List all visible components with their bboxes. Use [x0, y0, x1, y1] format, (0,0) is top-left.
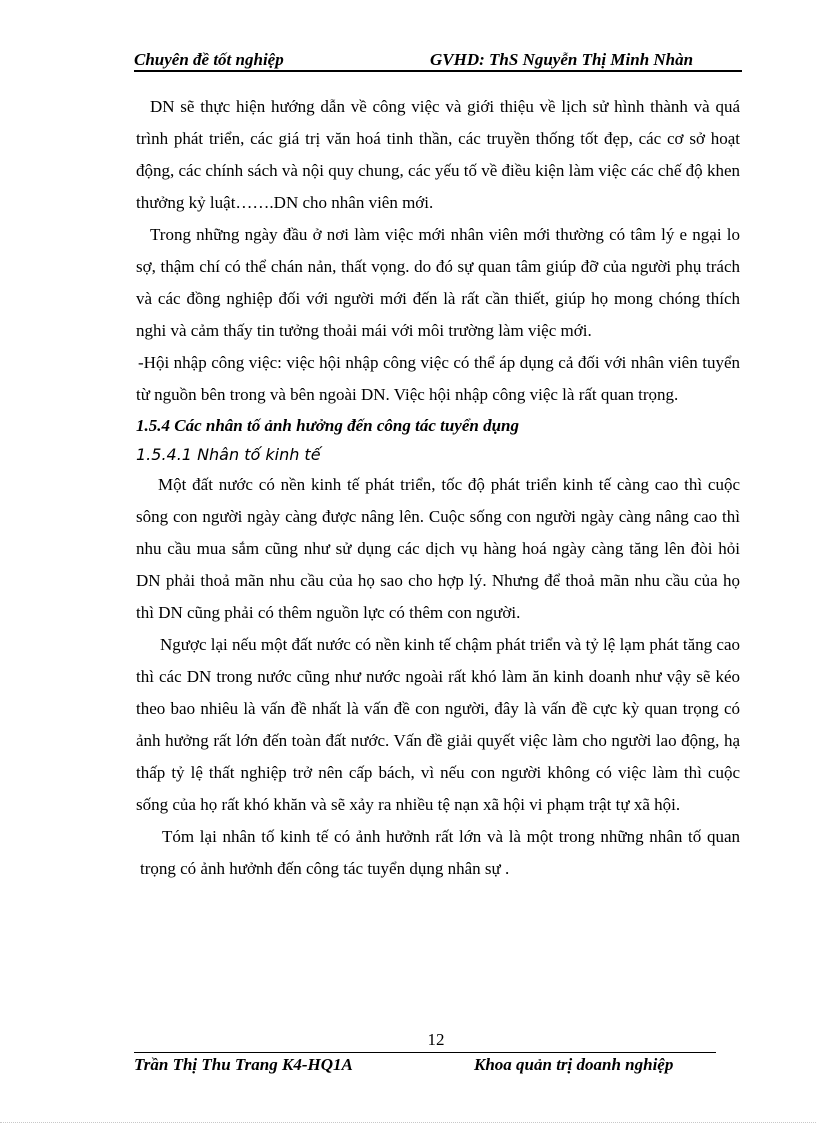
footer-divider: [134, 1052, 716, 1053]
page-footer: [134, 1055, 742, 1077]
paragraph-first-days: Trong những ngày đầu ở nơi làm việc mới nhân viên mới thường có tâm lý e ngại lo sợ, thậm chí có thể chán nản, thất vọng. do đó sự quan tâm giúp đỡ của người phụ trách và các đồng nghiệp đối với người mới đến là rất cần thiết, giúp họ mong chóng thích nghi và cảm thấy tin tưởng thoải mái với môi trường làm việc mới.: [136, 225, 740, 340]
paragraph-economy-decline: Ngược lại nếu một đất nước có nền kinh tế chậm phát triển và tỷ lệ lạm phát tăng cao thì các DN trong nước cũng như nước ngoài rất khó làm ăn kinh doanh như vậy sẽ kéo theo bao nhiêu là vấn đề nhất là vấn đề con người, đây là vấn đề cực kỳ quan trọng có ảnh hưởng rất lớn đến toàn đất nước. Vấn đề giải quyết việc làm cho người lao động, hạ thấp tỷ lệ thất nghiệp trở nên cấp bách, vì nếu con người không có việc làm thì cuộc sống của họ rất khó khăn và sẽ xảy ra nhiều tệ nạn xã hội vi phạm trật tự xã hội.: [136, 635, 740, 814]
paragraph-job-integration: -Hội nhập công việc: việc hội nhập công việc có thể áp dụng cả đối với nhân viên tuyển từ nguồn bên trong và bên ngoài DN. Việc hội nhập công việc là rất quan trọng.: [136, 353, 740, 404]
paragraph-summary: Tóm lại nhân tố kinh tế có ảnh hưởnh rất lớn và là một trong những nhân tố quan trọng có ảnh hưởnh đến công tác tuyển dụng nhân sự .: [140, 827, 740, 878]
paragraph-onboarding-intro: DN sẽ thực hiện hướng dẫn về công việc và giới thiệu về lịch sử hình thành và quá trình phát triển, các giá trị văn hoá tinh thần, các truyền thống tốt đẹp, các cơ sở hoạt động, các chính sách và nội quy chung, các yếu tố về điều kiện làm việc các chế độ khen thưởng kỷ luật…….DN cho nhân viên mới.: [136, 97, 740, 212]
section-heading: 1.5.4 Các nhân tố ảnh hưởng đến công tác tuyển dụng: [136, 416, 519, 435]
page-number: 12: [427, 1030, 445, 1049]
paragraph-economy-growth: Một đất nước có nền kinh tế phát triển, tốc độ phát triển kinh tế càng cao thì cuộc sông con người ngày càng được nâng lên. Cuộc sống con người ngày càng nâng cao thì nhu cầu mua sắm cũng như sử dụng các dịch vụ hàng hoá ngày càng tăng lên đòi hỏi DN phải thoả mãn nhu cầu của họ sao cho hợp lý. Nhưng để thoả mãn nhu cầu của họ thì DN cũng phải có thêm nguồn lực có thêm con người.: [136, 475, 740, 622]
footer-author: Trần Thị Thu Trang K4-HQ1A: [134, 1055, 353, 1074]
subsection-heading: 1.5.4.1 Nhân tố kinh tế: [136, 445, 321, 464]
header-supervisor: GVHD: ThS Nguyễn Thị Minh Nhàn: [430, 50, 694, 69]
page-content: [136, 91, 740, 885]
footer-faculty: Khoa quản trị doanh nghiệp: [474, 1055, 674, 1074]
header-left-title: Chuyên đề tốt nghiệp: [134, 50, 284, 69]
page-header: [134, 48, 742, 72]
